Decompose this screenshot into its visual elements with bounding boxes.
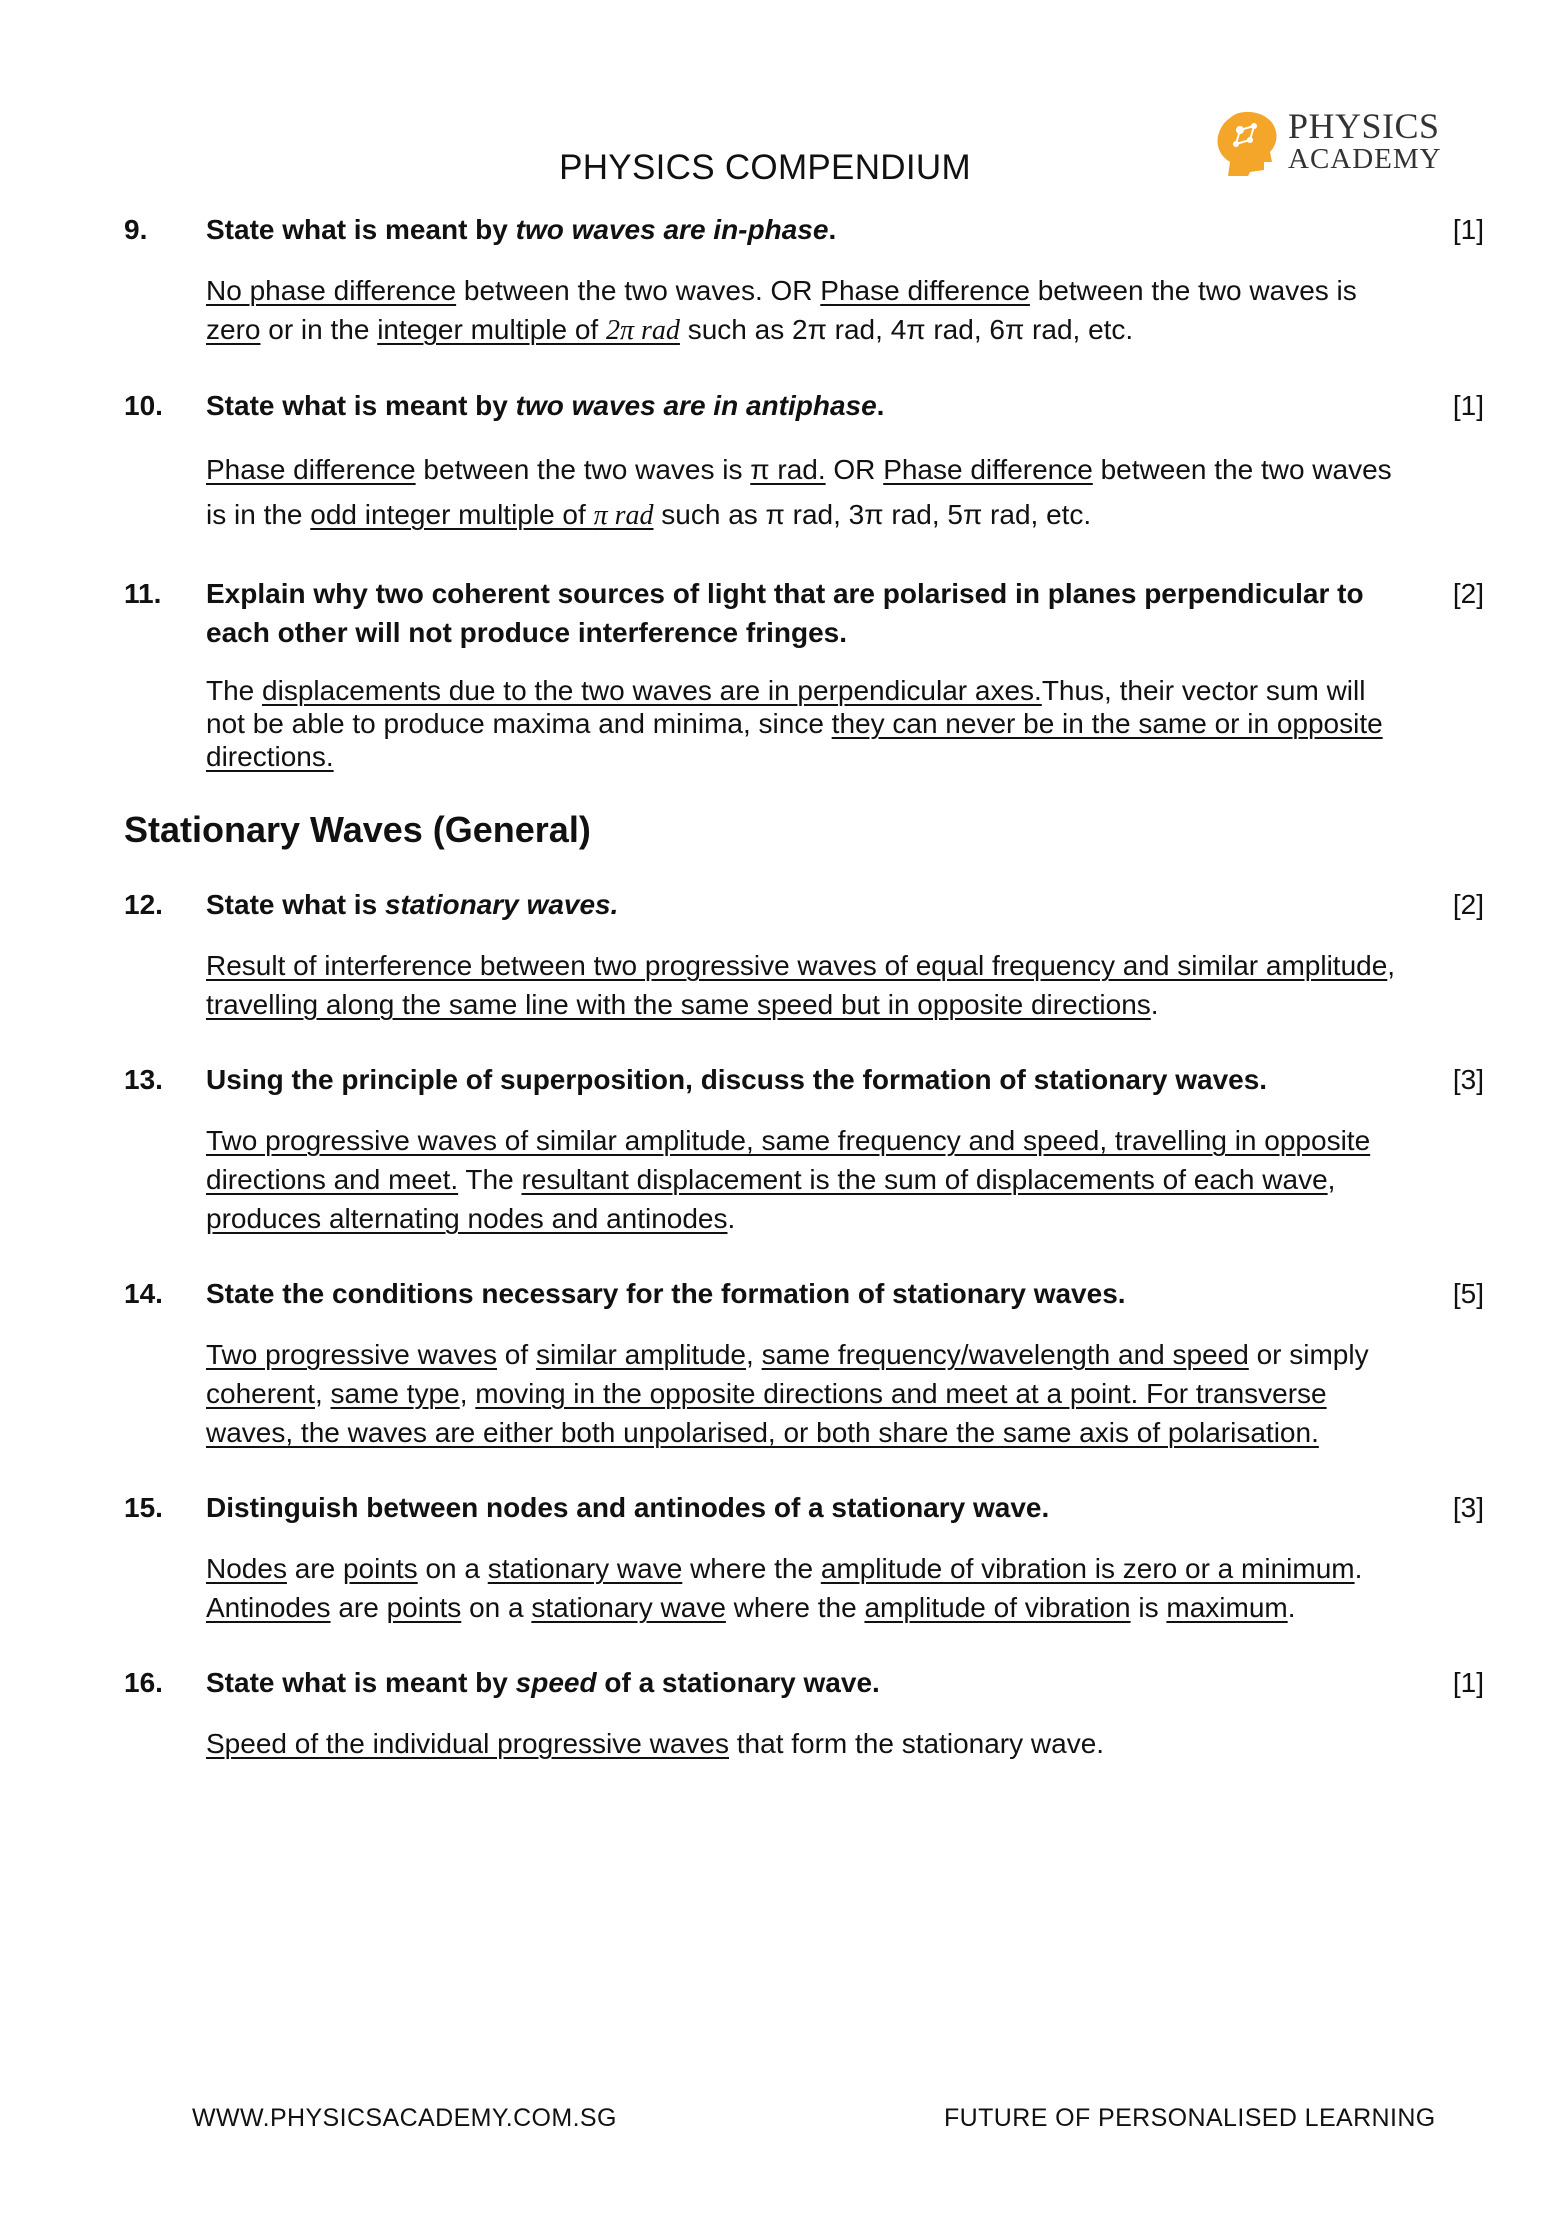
question-text: State what is stationary waves. — [206, 889, 619, 920]
question-text: State what is meant by speed of a stationary wave. — [206, 1667, 880, 1698]
question-12 — [124, 885, 1484, 1024]
question-14 — [124, 1274, 1484, 1452]
question-marks: [3] — [1452, 1064, 1484, 1095]
answer-text: Speed of the individual progressive waves that form the stationary wave. — [206, 1728, 1105, 1759]
question-number: 13. — [124, 1064, 163, 1095]
question-13 — [124, 1060, 1484, 1238]
footer-tagline: FUTURE OF PERSONALISED LEARNING — [944, 2104, 1436, 2132]
question-number: 12. — [124, 889, 163, 920]
question-number: 10. — [124, 390, 163, 421]
question-text: State what is meant by two waves are in-phase. — [206, 214, 837, 245]
question-9 — [124, 210, 1484, 350]
page-title: PHYSICS COMPENDIUM — [559, 148, 971, 187]
question-number: 9. — [124, 214, 148, 245]
answer-text: Two progressive waves of similar amplitude, same frequency and speed, travelling in opposite directions and meet. The resultant displacement is the sum of displacements of each wave, produces alternating nodes and antinodes. — [206, 1125, 1371, 1234]
answer-text: Nodes are points on a stationary wave where the amplitude of vibration is zero or a minimum. Antinodes are points on a stationary wave where the amplitude of vibration is maximum. — [206, 1553, 1363, 1623]
question-11 — [124, 574, 1484, 773]
question-marks: [1] — [1452, 1667, 1484, 1698]
question-text: Explain why two coherent sources of light that are polarised in planes perpendicular to each other will not produce interference fringes. — [206, 578, 1364, 648]
question-marks: [1] — [1452, 390, 1484, 421]
question-number: 15. — [124, 1492, 163, 1523]
question-number: 11. — [124, 578, 162, 609]
footer-website: WWW.PHYSICSACADEMY.COM.SG — [192, 2104, 617, 2132]
question-number: 16. — [124, 1667, 163, 1698]
question-marks: [3] — [1452, 1492, 1484, 1523]
logo-text-academy: ACADEMY — [1288, 143, 1442, 175]
answer-text: The displacements due to the two waves are in perpendicular axes.Thus, their vector sum will not be able to produce maxima and minima, since they can never be in the same or in opposite directions. — [206, 675, 1383, 772]
question-marks: [5] — [1452, 1278, 1484, 1309]
question-text: State the conditions necessary for the formation of stationary waves. — [206, 1278, 1126, 1309]
physics-academy-logo — [1210, 104, 1470, 184]
question-marks: [2] — [1452, 578, 1484, 609]
question-text: State what is meant by two waves are in antiphase. — [206, 390, 885, 421]
logo-text-physics: PHYSICS — [1288, 106, 1440, 146]
question-16 — [124, 1663, 1484, 1763]
answer-text: Phase difference between the two waves is π rad. OR Phase difference between the two waves is in the odd integer multiple of π rad such as π rad, 3π rad, 5π rad, etc. — [206, 454, 1392, 531]
document-body — [124, 210, 1484, 1799]
question-text: Distinguish between nodes and antinodes of a stationary wave. — [206, 1492, 1050, 1523]
question-number: 14. — [124, 1278, 163, 1309]
question-15 — [124, 1488, 1484, 1627]
question-marks: [1] — [1452, 214, 1484, 245]
answer-text: Two progressive waves of similar amplitude, same frequency/wavelength and speed or simply coherent, same type, moving in the opposite directions and meet at a point. For transverse waves, the waves are either both unpolarised, or both share the same axis of polarisation. — [206, 1339, 1369, 1448]
question-10 — [124, 386, 1484, 538]
question-text: Using the principle of superposition, discuss the formation of stationary waves. — [206, 1064, 1268, 1095]
answer-text: No phase difference between the two waves. OR Phase difference between the two waves is zero or in the integer multiple of 2π rad such as 2π rad, 4π rad, 6π rad, etc. — [206, 275, 1357, 346]
question-marks: [2] — [1452, 889, 1484, 920]
section-heading: Stationary Waves (General) — [124, 809, 591, 850]
answer-text: Result of interference between two progressive waves of equal frequency and similar amplitude, travelling along the same line with the same speed but in opposite directions. — [206, 950, 1396, 1020]
brain-head-icon — [1210, 106, 1284, 180]
